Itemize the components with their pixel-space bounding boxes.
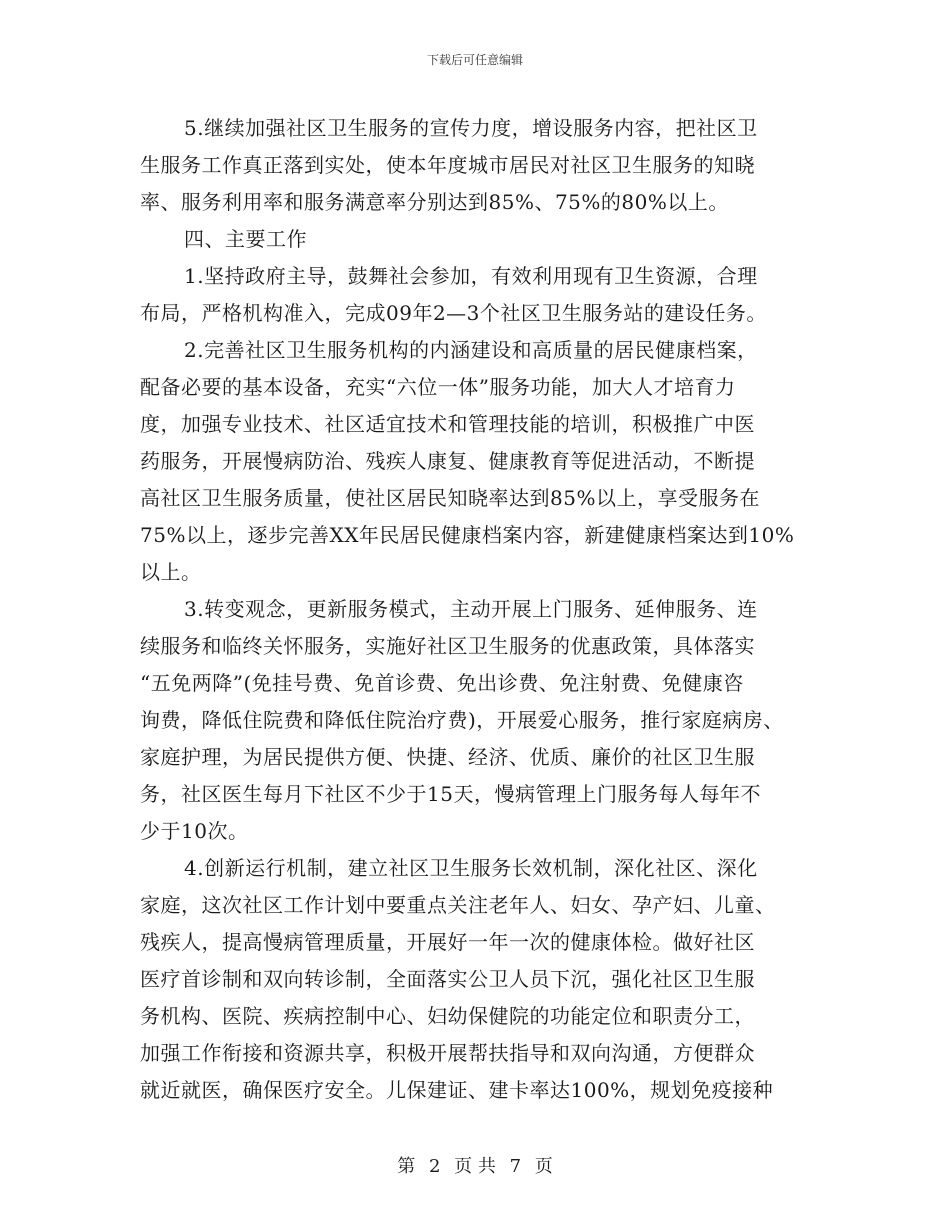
body-line: 残疾人，提高慢病管理质量，开展好一年一次的健康体检。做好社区 — [140, 930, 755, 954]
body-line: 医疗首诊制和双向转诊制，全面落实公卫人员下沉，强化社区卫生服 — [140, 967, 755, 991]
body-line: 率、服务利用率和服务满意率分别达到85%、75%的80%以上。 — [140, 190, 729, 214]
body-line: 就近就医，确保医疗安全。儿保建证、建卡率达100%，规划免疫接种 — [140, 1078, 774, 1102]
page-label-suffix: 页 — [534, 1156, 553, 1177]
current-page-number: 2 — [428, 1156, 441, 1177]
body-line: 少于10次。 — [140, 819, 249, 843]
body-line: “五免两降”(免挂号费、免首诊费、免出诊费、免注射费、免健康咨 — [140, 671, 744, 695]
body-line: 务，社区医生每月下社区不少于15天，慢病管理上门服务每人每年不 — [140, 782, 761, 806]
page-label-prefix: 第 — [397, 1156, 416, 1177]
body-line: 询费，降低住院费和降低住院治疗费)，开展爱心服务，推行家庭病房、 — [140, 708, 784, 732]
page-number-footer — [0, 1156, 950, 1178]
body-line: 4.创新运行机制，建立社区卫生服务长效机制，深化社区、深化 — [184, 856, 758, 880]
body-line: 以上。 — [140, 560, 202, 584]
body-line: 1.坚持政府主导，鼓舞社会参加，有效利用现有卫生资源，合理 — [184, 264, 758, 288]
body-line: 药服务，开展慢病防治、残疾人康复、健康教育等促进活动，不断提 — [140, 449, 755, 473]
body-line: 家庭，这次社区工作计划中要重点关注老年人、妇女、孕产妇、儿童、 — [140, 893, 776, 917]
body-line: 5.继续加强社区卫生服务的宣传力度，增设服务内容，把社区卫 — [184, 116, 758, 140]
body-line: 家庭护理，为居民提供方便、快捷、经济、优质、廉价的社区卫生服 — [140, 745, 755, 769]
body-line: 布局，严格机构准入，完成09年2—3个社区卫生服务站的建设任务。 — [140, 301, 767, 325]
page-label-middle: 页 共 — [454, 1156, 496, 1177]
body-line: 加强工作衔接和资源共享，积极开展帮扶指导和双向沟通，方便群众 — [140, 1041, 755, 1065]
body-line: 生服务工作真正落到实处，使本年度城市居民对社区卫生服务的知晓 — [140, 153, 755, 177]
page-header: 下载后可任意编辑 — [426, 53, 523, 67]
section-heading: 四、主要工作 — [184, 227, 307, 251]
body-line: 务机构、医院、疾病控制中心、妇幼保健院的功能定位和职责分工， — [140, 1004, 755, 1028]
total-page-count: 7 — [509, 1156, 522, 1177]
body-line: 3.转变观念，更新服务模式，主动开展上门服务、延伸服务、连 — [184, 597, 758, 621]
body-line: 2.完善社区卫生服务机构的内涵建设和高质量的居民健康档案， — [184, 338, 758, 362]
document-body — [140, 110, 800, 1109]
body-line: 度，加强专业技术、社区适宜技术和管理技能的培训，积极推广中医 — [140, 412, 755, 436]
body-line: 高社区卫生服务质量，使社区居民知晓率达到85%以上，享受服务在 — [140, 486, 760, 510]
body-line: 75%以上，逐步完善XX年民居民健康档案内容，新建健康档案达到10% — [140, 523, 795, 547]
body-line: 配备必要的基本设备，充实“六位一体”服务功能，加大人才培育力 — [140, 375, 736, 399]
body-line: 续服务和临终关怀服务，实施好社区卫生服务的优惠政策，具体落实 — [140, 634, 755, 658]
